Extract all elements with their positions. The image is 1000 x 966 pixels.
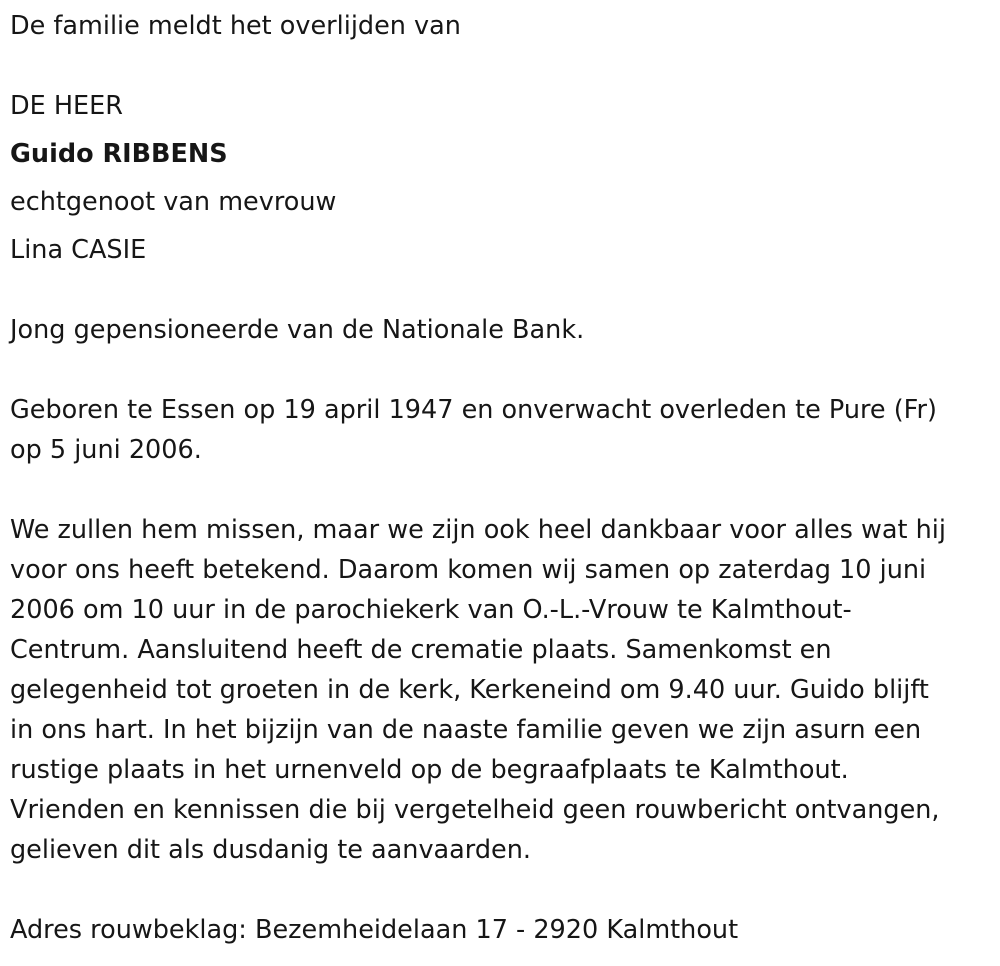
occupation-text: Jong gepensioneerde van de Nationale Bank.	[10, 315, 585, 345]
message-line: in ons hart. In het bijzijn van de naaste familie geven we zijn asurn een	[10, 715, 922, 745]
birth-death-line: Geboren te Essen op 19 april 1947 en onverwacht overleden te Pure (Fr)	[10, 395, 937, 425]
message-paragraph	[10, 510, 985, 870]
message-line: We zullen hem missen, maar we zijn ook heel dankbaar voor alles wat hij	[10, 515, 946, 545]
message-line: voor ons heeft betekend. Daarom komen wij samen op zaterdag 10 juni	[10, 555, 927, 585]
message-line: 2006 om 10 uur in de parochiekerk van O.-L.-Vrouw te Kalmthout-	[10, 595, 852, 625]
birth-death-line: op 5 juni 2006.	[10, 435, 202, 465]
spouse-relation: echtgenoot van mevrouw	[10, 187, 337, 217]
message-line: rustige plaats in het urnenveld op de begraafplaats te Kalmthout.	[10, 755, 849, 785]
birth-death-paragraph	[10, 390, 985, 470]
spouse-name: Lina CASIE	[10, 235, 147, 265]
intro-text: De familie meldt het overlijden van	[10, 11, 461, 41]
message-line: gelieven dit als dusdanig te aanvaarden.	[10, 835, 531, 865]
message-line: gelegenheid tot groeten in de kerk, Kerkeneind om 9.40 uur. Guido blijft	[10, 675, 929, 705]
message-line: Vrienden en kennissen die bij vergetelheid geen rouwbericht ontvangen,	[10, 795, 940, 825]
message-line: Centrum. Aansluitend heeft de crematie plaats. Samenkomst en	[10, 635, 832, 665]
title-prefix: DE HEER	[10, 91, 123, 121]
deceased-name: Guido RIBBENS	[10, 139, 228, 169]
address-text: Adres rouwbeklag: Bezemheidelaan 17 - 2920 Kalmthout	[10, 915, 739, 945]
